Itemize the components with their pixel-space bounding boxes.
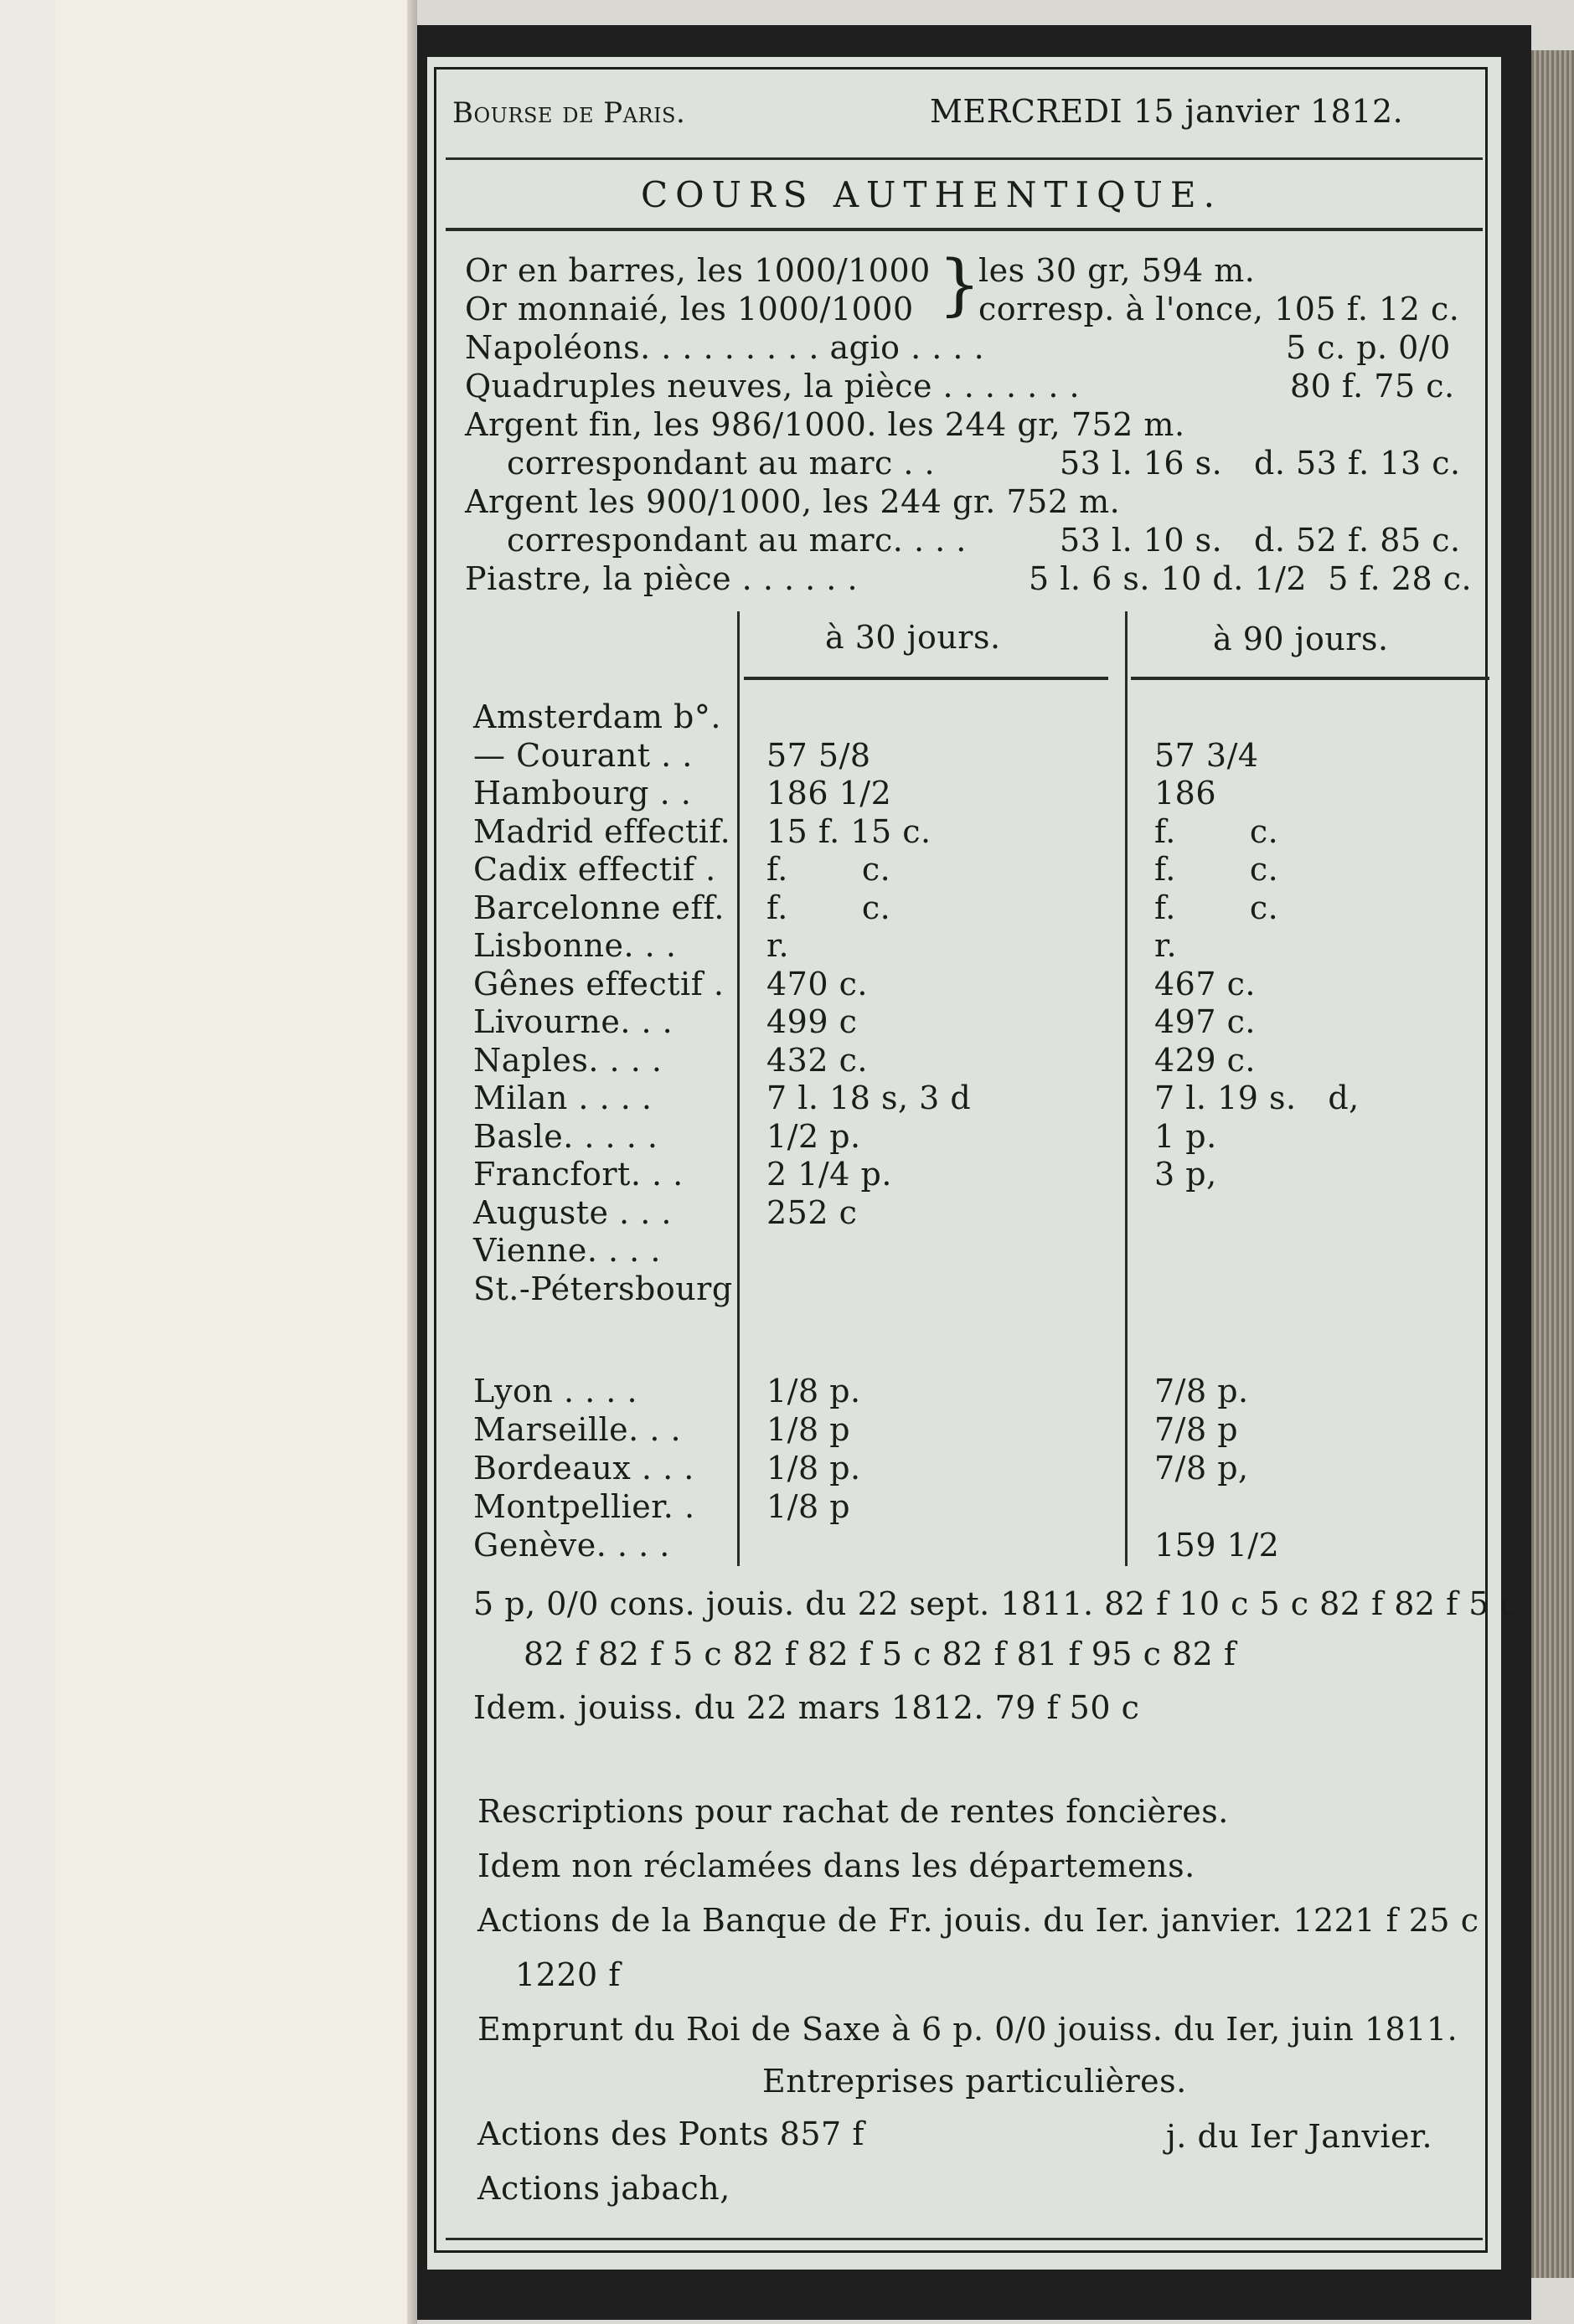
exchange-30-days: 186 1/2 [766, 775, 892, 812]
gold-bars-value: les 30 gr, 594 m. [978, 252, 1256, 289]
exchange-30-days: 57 5/8 [766, 736, 871, 774]
exchange-90-days: 1 p. [1154, 1117, 1217, 1155]
col-header-30-days: à 30 jours. [825, 619, 1001, 656]
exchange-place: Madrid effectif. [473, 812, 731, 850]
napoleons-value: 5 c. p. 0/0 [1286, 329, 1451, 366]
exchange-place: Gênes effectif . [473, 965, 725, 1002]
exchange-30-days: 1/8 p. [766, 1450, 861, 1487]
exchange-place: Barcelonne eff. [473, 889, 725, 926]
exchange-90-days: f. c. [1154, 812, 1279, 850]
exchange-place: Bordeaux . . . [473, 1450, 694, 1487]
napoleons-label: Napoléons. . . . . . . . . agio . . . . [465, 329, 985, 366]
header-right: MERCREDI 15 janvier 1812. [930, 93, 1404, 130]
exchange-90-days: 3 p, [1154, 1156, 1217, 1193]
exchange-30-days: 499 c [766, 1003, 858, 1040]
idem-non-reclamees: Idem non réclamées dans les départemens. [477, 1847, 1195, 1884]
title-rule [446, 228, 1483, 231]
exchange-90-days: f. c. [1154, 851, 1279, 888]
exchange-30-days: 1/8 p [766, 1488, 851, 1525]
piastre-value: 5 l. 6 s. 10 d. 1/2 5 f. 28 c. [1029, 560, 1473, 597]
exchange-90-days: 159 1/2 [1154, 1527, 1280, 1564]
exchange-place: Livourne. . . [473, 1003, 673, 1040]
exchange-place: — Courant . . [473, 736, 693, 774]
exchange-place: St.-Pétersbourg [473, 1270, 733, 1307]
exchange-place: Vienne. . . . [473, 1232, 661, 1269]
quadruples-value: 80 f. 75 c. [1290, 368, 1455, 405]
exchange-place: Amsterdam b°. [473, 698, 721, 735]
table-divider-right [1125, 611, 1128, 1566]
page-title: COURS AUTHENTIQUE. [641, 174, 1222, 215]
exchange-place: Montpellier. . [473, 1488, 695, 1525]
emprunt-saxe: Emprunt du Roi de Saxe à 6 p. 0/0 jouiss. du Ier, juin 1811. [477, 2011, 1458, 2048]
exchange-90-days: 57 3/4 [1154, 736, 1259, 774]
exchange-90-days: r. [1154, 927, 1178, 964]
exchange-30-days: 1/2 p. [766, 1117, 861, 1155]
gold-coin-label: Or monnaié, les 1000/1000 [465, 291, 914, 327]
exchange-90-days: 186 [1154, 775, 1217, 812]
exchange-30-days: r. [766, 927, 790, 964]
exchange-30-days: 1/8 p. [766, 1373, 861, 1409]
exchange-90-days: 497 c. [1154, 1003, 1256, 1040]
exchange-30-days: 432 c. [766, 1041, 868, 1079]
exchange-place: Auguste . . . [473, 1193, 672, 1231]
exchange-90-days: 7/8 p, [1154, 1450, 1249, 1487]
exchange-30-days: f. c. [766, 889, 891, 926]
actions-jabach: Actions jabach, [477, 2170, 730, 2207]
gold-coin-value: corresp. à l'once, 105 f. 12 c. [978, 291, 1460, 327]
exchange-90-days: 7/8 p [1154, 1411, 1239, 1448]
rescriptions: Rescriptions pour rachat de rentes foncières. [477, 1793, 1229, 1830]
header-left: Bourse de Paris. [452, 96, 686, 130]
rentes-line3: Idem. jouiss. du 22 mars 1812. 79 f 50 c [473, 1689, 1140, 1726]
entreprises-heading: Entreprises particulières. [762, 2063, 1187, 2100]
exchange-90-days: f. c. [1154, 889, 1279, 926]
argent-900-line2-label: correspondant au marc. . . . [507, 522, 967, 559]
col-header-rule-right [1131, 677, 1489, 680]
book-gutter [407, 0, 417, 2324]
exchange-place: Hambourg . . [473, 775, 692, 812]
exchange-place: Milan . . . . [473, 1080, 653, 1116]
exchange-30-days: 470 c. [766, 965, 868, 1002]
page-edges [1531, 50, 1574, 2278]
blank-left-page [55, 0, 408, 2324]
banque-actions-cont: 1220 f [515, 1956, 621, 1993]
argent-900-line2-value: 53 l. 10 s. d. 52 f. 85 c. [1060, 522, 1461, 559]
gold-bars-label: Or en barres, les 1000/1000 [465, 252, 931, 289]
exchange-place: Cadix effectif . [473, 851, 716, 888]
brace-icon: } [938, 245, 981, 323]
exchange-90-days: 467 c. [1154, 965, 1256, 1002]
exchange-30-days: 1/8 p [766, 1411, 851, 1448]
left-margin [0, 0, 55, 2324]
exchange-place: Marseille. . . [473, 1411, 682, 1448]
argent-900-line1: Argent les 900/1000, les 244 gr. 752 m. [465, 483, 1121, 520]
exchange-30-days: 2 1/4 p. [766, 1156, 892, 1193]
bottom-rule [446, 2238, 1483, 2240]
exchange-place: Lyon . . . . [473, 1373, 638, 1409]
rentes-line1: 5 p, 0/0 cons. jouis. du 22 sept. 1811. 82 f 10 c 5 c 82 f 82 f 5 c [473, 1585, 1519, 1622]
rentes-line2: 82 f 82 f 5 c 82 f 82 f 5 c 82 f 81 f 95 c 82 f [524, 1636, 1236, 1672]
exchange-90-days: 7 l. 19 s. d, [1154, 1080, 1360, 1116]
exchange-30-days: 15 f. 15 c. [766, 812, 931, 850]
exchange-place: Basle. . . . . [473, 1117, 658, 1155]
piastre-label: Piastre, la pièce . . . . . . [465, 560, 859, 597]
exchange-30-days: 7 l. 18 s, 3 d [766, 1080, 972, 1116]
argent-fin-line1: Argent fin, les 986/1000. les 244 gr, 752 m. [465, 406, 1185, 443]
quadruples-label: Quadruples neuves, la pièce . . . . . . . [465, 368, 1081, 405]
argent-fin-line2-value: 53 l. 16 s. d. 53 f. 13 c. [1060, 445, 1461, 482]
argent-fin-line2-label: correspondant au marc . . [507, 445, 936, 482]
exchange-90-days: 429 c. [1154, 1041, 1256, 1079]
exchange-place: Naples. . . . [473, 1041, 663, 1079]
exchange-30-days: 252 c [766, 1193, 858, 1231]
table-divider-left [737, 611, 740, 1566]
actions-ponts: Actions des Ponts 857 f [477, 2115, 864, 2152]
banque-actions: Actions de la Banque de Fr. jouis. du Ier. janvier. 1221 f 25 c [477, 1902, 1479, 1939]
exchange-place: Lisbonne. . . [473, 927, 677, 964]
exchange-90-days: 7/8 p. [1154, 1373, 1249, 1409]
col-header-rule-left [744, 677, 1108, 680]
col-header-90-days: à 90 jours. [1213, 621, 1389, 657]
header-rule [446, 157, 1483, 160]
actions-ponts-jouis: j. du Ier Janvier. [1166, 2118, 1433, 2155]
exchange-30-days: f. c. [766, 851, 891, 888]
exchange-place: Genève. . . . [473, 1527, 670, 1564]
exchange-place: Francfort. . . [473, 1156, 684, 1193]
